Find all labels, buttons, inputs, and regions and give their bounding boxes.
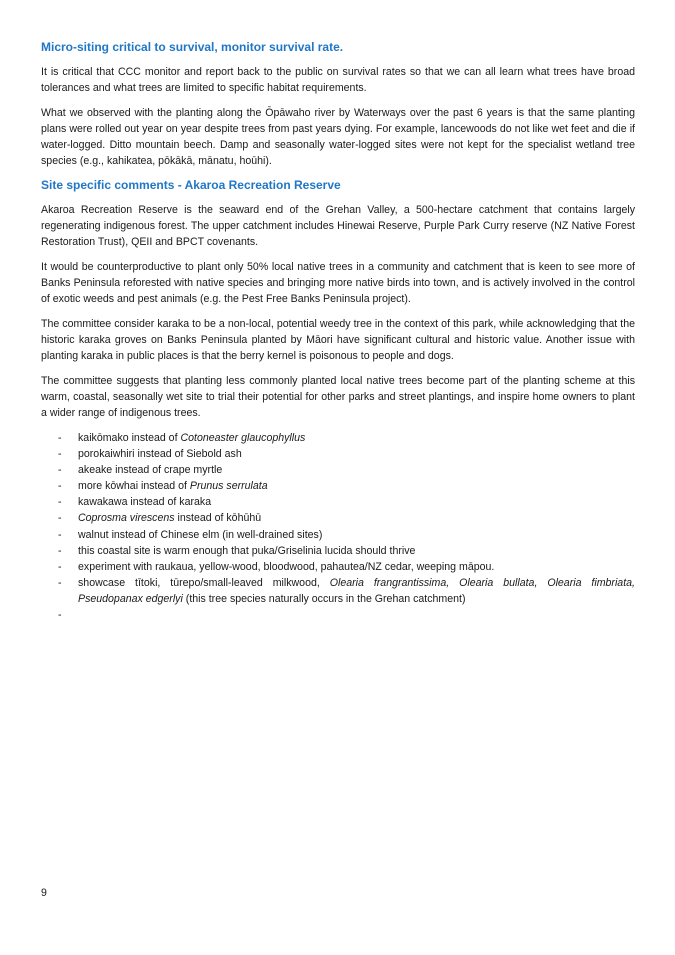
list-item (41, 478, 635, 494)
list-item-species-italic: Coprosma virescens (78, 512, 175, 525)
species-list (41, 430, 635, 623)
dash-bullet: - (58, 560, 62, 573)
dash-bullet: - (58, 609, 62, 622)
paragraph-karaka: The committee consider karaka to be a non-local, potential weedy tree in the context of this park, while acknowledging that the historic karaka groves on Banks Peninsula planted by Māori have significant cultural and historic value. Another issue with planting karaka in public places is that the berry kernel is poisonous to people and dogs. (41, 318, 635, 362)
list-item (41, 430, 635, 446)
list-item-text: (this tree species naturally occurs in the Grehan catchment) (182, 592, 466, 605)
list-item-text: porokaiwhiri instead of Siebold ash (78, 448, 242, 461)
list-item (41, 446, 635, 462)
list-item-text: kawakawa instead of karaka (78, 496, 212, 509)
paragraph-monitor-survival: It is critical that CCC monitor and report back to the public on survival rates so that we can all learn what trees have broad tolerances and what trees are limited to specific habitat requirements. (41, 66, 635, 94)
dash-bullet: - (58, 480, 62, 493)
list-item-species-italic: Olearia frangrantissima, Olearia bullata, Olearia fimbriata, Pseudopanax edgerlyi (78, 576, 635, 605)
list-item-species-italic: Prunus serrulata (189, 480, 268, 493)
list-item-text: akeake instead of crape myrtle (78, 464, 223, 477)
dash-bullet: - (58, 576, 62, 589)
dash-bullet: - (58, 432, 62, 444)
list-item-species-italic: Cotoneaster glaucophyllus (180, 432, 306, 444)
dash-bullet: - (58, 544, 62, 557)
dash-bullet: - (58, 496, 62, 509)
list-item-text: experiment with raukaua, yellow-wood, bloodwood, pahautea/NZ cedar, weeping māpou. (78, 560, 495, 573)
dash-bullet: - (58, 448, 62, 461)
list-item (41, 543, 635, 559)
dash-bullet: - (58, 512, 62, 525)
paragraph-reserve-description: Akaroa Recreation Reserve is the seaward end of the Grehan Valley, a 500-hectare catchment that contains largely regenerating indigenous forest. The upper catchment includes Hinewai Reserve, Purple Park Curry reserve (NZ Native Forest Restoration Trust), QEII and BPCT covenants. (41, 204, 635, 248)
list-item (41, 462, 635, 478)
paragraph-opawaho-observation: What we observed with the planting along the Ōpāwaho river by Waterways over the past 6 years is that the same planting plans were rolled out year on year despite trees from past years dying. For example, lancewoods do not like wet feet and die if water-logged. Ditto mountain beech. Damp and seasonally water-logged sites were not kept for the specialist wetland tree species (e.g., kahikatea, pōkākā, mānatu, hoūhi). (41, 107, 635, 167)
list-item (41, 510, 635, 526)
list-item-text: this coastal site is warm enough that puka/Griselinia lucida should thrive (78, 544, 416, 557)
list-item-text: instead of kōhūhū (174, 512, 262, 525)
list-item (41, 575, 635, 607)
dash-bullet: - (58, 528, 62, 541)
dash-bullet: - (58, 464, 62, 477)
list-item-text: more kōwhai instead of (78, 480, 190, 493)
page-number: 9 (41, 887, 47, 899)
heading-micro-siting: Micro-siting critical to survival, monitor survival rate. (41, 40, 344, 54)
paragraph-local-natives: It would be counterproductive to plant only 50% local native trees in a community and catchment that is keen to see more of Banks Peninsula reforested with native species and bringing more native birds into town, and is actively involved in the control of exotic weeds and pest animals (e.g. the Pest Free Banks Peninsula project). (41, 261, 635, 305)
list-item-text: showcase tītoki, tūrepo/small-leaved milkwood, (78, 576, 330, 589)
heading-site-specific: Site specific comments - Akaroa Recreation Reserve (41, 178, 341, 192)
list-item-empty (41, 607, 635, 623)
list-item (41, 494, 635, 510)
list-item (41, 527, 635, 543)
document-page (41, 40, 635, 623)
list-item-text: kaikōmako instead of (78, 432, 181, 444)
list-item (41, 559, 635, 575)
list-item-text: walnut instead of Chinese elm (in well-drained sites) (78, 528, 323, 541)
paragraph-suggestion: The committee suggests that planting less commonly planted local native trees become part of the planting scheme at this warm, coastal, seasonally wet site to trial their potential for other parks and street plantings, and inspire home owners to plant a wider range of indigenous trees. (41, 375, 635, 419)
